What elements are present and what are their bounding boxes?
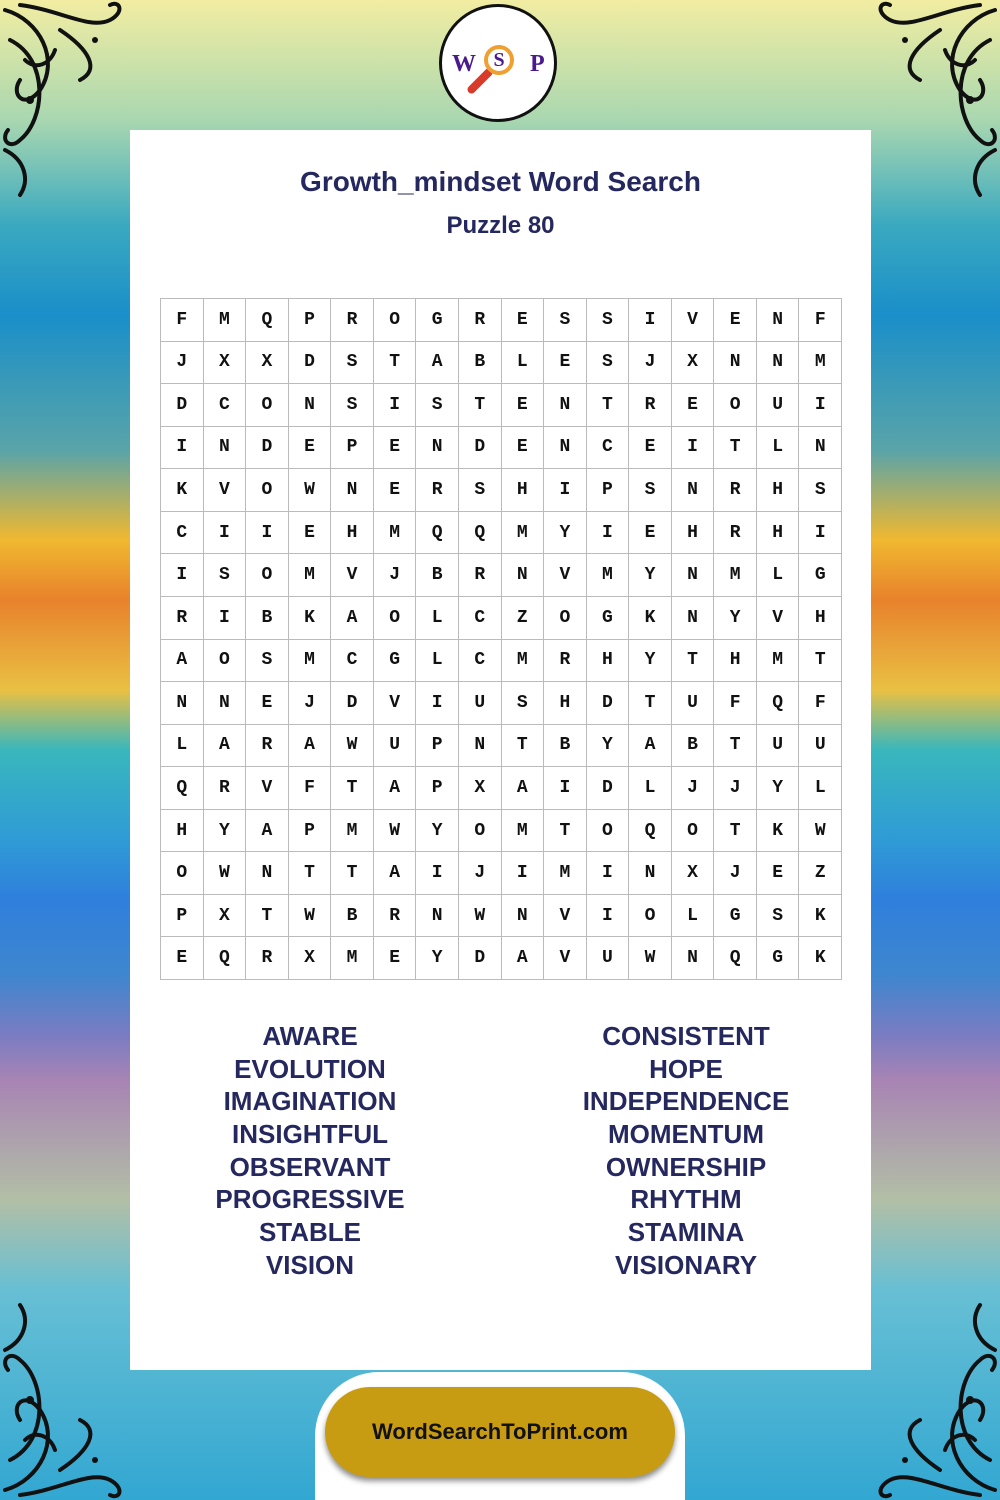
grid-cell[interactable]: T	[374, 342, 417, 385]
grid-cell[interactable]: S	[799, 469, 842, 512]
grid-cell[interactable]: A	[502, 937, 545, 980]
word-list-left	[125, 1020, 495, 1282]
grid-cell[interactable]: A	[374, 767, 417, 810]
grid-cell[interactable]: V	[204, 469, 247, 512]
grid-cell[interactable]: K	[757, 810, 800, 853]
grid-cell[interactable]: E	[289, 512, 332, 555]
grid-cell[interactable]: V	[757, 597, 800, 640]
grid-cell[interactable]: G	[714, 895, 757, 938]
grid-cell[interactable]: R	[629, 384, 672, 427]
grid-cell[interactable]: Z	[502, 597, 545, 640]
logo-letter-p: P	[530, 51, 545, 77]
grid-cell[interactable]: N	[544, 384, 587, 427]
grid-cell[interactable]: M	[714, 554, 757, 597]
grid-cell[interactable]: X	[204, 342, 247, 385]
grid-cell[interactable]: R	[459, 554, 502, 597]
grid-cell[interactable]: Y	[757, 767, 800, 810]
grid-cell[interactable]: G	[587, 597, 630, 640]
grid-cell[interactable]: I	[672, 427, 715, 470]
logo-letter-w: W	[452, 51, 476, 77]
grid-cell[interactable]: E	[289, 427, 332, 470]
grid-cell[interactable]: D	[587, 682, 630, 725]
grid-cell[interactable]: R	[714, 512, 757, 555]
grid-cell[interactable]: X	[246, 342, 289, 385]
grid-cell[interactable]: F	[714, 682, 757, 725]
grid-cell[interactable]: Q	[416, 512, 459, 555]
grid-cell[interactable]: U	[757, 384, 800, 427]
grid-cell[interactable]: R	[204, 767, 247, 810]
grid-cell[interactable]: R	[246, 937, 289, 980]
grid-cell[interactable]: L	[416, 640, 459, 683]
grid-cell[interactable]: B	[416, 554, 459, 597]
grid-cell[interactable]: Y	[416, 810, 459, 853]
grid-cell[interactable]: M	[502, 810, 545, 853]
word-list-item: OWNERSHIP	[605, 1151, 767, 1182]
grid-cell[interactable]: E	[502, 384, 545, 427]
grid-cell[interactable]: N	[246, 852, 289, 895]
grid-cell[interactable]: Q	[161, 767, 204, 810]
puzzle-title: Growth_mindset Word Search	[300, 166, 701, 197]
grid-cell[interactable]: X	[204, 895, 247, 938]
grid-cell[interactable]: E	[374, 469, 417, 512]
grid-cell[interactable]: J	[289, 682, 332, 725]
grid-cell[interactable]: Y	[629, 640, 672, 683]
grid-cell[interactable]: N	[714, 342, 757, 385]
grid-cell[interactable]: O	[587, 810, 630, 853]
grid-cell[interactable]: T	[289, 852, 332, 895]
grid-cell[interactable]: M	[502, 512, 545, 555]
grid-cell[interactable]: O	[374, 299, 417, 342]
grid-cell[interactable]: O	[544, 597, 587, 640]
grid-cell[interactable]: Q	[204, 937, 247, 980]
grid-cell[interactable]: I	[799, 512, 842, 555]
grid-cell[interactable]: D	[246, 427, 289, 470]
grid-cell[interactable]: B	[544, 725, 587, 768]
grid-cell[interactable]: T	[459, 384, 502, 427]
grid-cell[interactable]: W	[289, 895, 332, 938]
grid-cell[interactable]: M	[289, 640, 332, 683]
grid-cell[interactable]: I	[587, 512, 630, 555]
grid-cell[interactable]: O	[459, 810, 502, 853]
grid-cell[interactable]: D	[289, 342, 332, 385]
grid-cell[interactable]: P	[289, 299, 332, 342]
grid-cell[interactable]: V	[374, 682, 417, 725]
word-list-right	[501, 1020, 871, 1282]
grid-cell[interactable]: E	[629, 427, 672, 470]
grid-cell[interactable]: Q	[246, 299, 289, 342]
word-list-item: VISIONARY	[614, 1249, 758, 1280]
grid-cell[interactable]: Q	[714, 937, 757, 980]
grid-cell[interactable]: N	[672, 597, 715, 640]
grid-cell[interactable]: A	[374, 852, 417, 895]
puzzle-number: Puzzle 80	[446, 212, 555, 239]
word-list-item: INSIGHTFUL	[232, 1119, 388, 1150]
grid-cell[interactable]: O	[714, 384, 757, 427]
grid-cell[interactable]: I	[204, 597, 247, 640]
grid-cell[interactable]: A	[416, 342, 459, 385]
grid-cell[interactable]: Y	[587, 725, 630, 768]
word-list-item: AWARE	[262, 1021, 358, 1051]
grid-cell[interactable]: M	[544, 852, 587, 895]
grid-cell[interactable]: E	[757, 852, 800, 895]
grid-cell[interactable]: D	[459, 427, 502, 470]
grid-cell[interactable]: V	[672, 299, 715, 342]
grid-cell[interactable]: J	[629, 342, 672, 385]
grid-cell[interactable]: D	[587, 767, 630, 810]
grid-cell[interactable]: P	[416, 767, 459, 810]
grid-cell[interactable]: A	[246, 810, 289, 853]
grid-cell[interactable]: S	[416, 384, 459, 427]
grid-cell[interactable]: O	[246, 554, 289, 597]
grid-cell[interactable]: A	[331, 597, 374, 640]
grid-cell[interactable]: P	[161, 895, 204, 938]
grid-cell[interactable]: V	[331, 554, 374, 597]
grid-cell[interactable]: H	[587, 640, 630, 683]
grid-cell[interactable]: B	[459, 342, 502, 385]
grid-cell[interactable]: R	[374, 895, 417, 938]
grid-cell[interactable]: K	[289, 597, 332, 640]
grid-cell[interactable]: D	[459, 937, 502, 980]
grid-cell[interactable]: I	[799, 384, 842, 427]
grid-cell[interactable]: R	[459, 299, 502, 342]
grid-cell[interactable]: E	[502, 299, 545, 342]
grid-cell[interactable]: E	[544, 342, 587, 385]
grid-cell[interactable]: F	[289, 767, 332, 810]
grid-cell[interactable]: W	[799, 810, 842, 853]
grid-cell[interactable]: X	[289, 937, 332, 980]
magnifier-icon	[484, 45, 514, 75]
grid-cell[interactable]: N	[757, 342, 800, 385]
grid-cell[interactable]: M	[289, 554, 332, 597]
grid-cell[interactable]: I	[587, 895, 630, 938]
grid-cell[interactable]: A	[629, 725, 672, 768]
grid-cell[interactable]: C	[331, 640, 374, 683]
grid-cell[interactable]: O	[629, 895, 672, 938]
grid-cell[interactable]: E	[374, 427, 417, 470]
grid-cell[interactable]: L	[799, 767, 842, 810]
grid-cell[interactable]: R	[161, 597, 204, 640]
word-list-item: CONSISTENT	[602, 1021, 770, 1051]
grid-cell[interactable]: T	[331, 767, 374, 810]
grid-cell[interactable]: I	[374, 384, 417, 427]
puzzle-sheet	[130, 130, 871, 1370]
site-url-button[interactable]: WordSearchToPrint.com	[325, 1387, 675, 1477]
grid-cell[interactable]: I	[544, 767, 587, 810]
grid-cell[interactable]: P	[587, 469, 630, 512]
grid-cell[interactable]: E	[672, 384, 715, 427]
grid-cell[interactable]: E	[714, 299, 757, 342]
grid-cell[interactable]: M	[331, 937, 374, 980]
grid-cell[interactable]: L	[629, 767, 672, 810]
grid-cell[interactable]: W	[289, 469, 332, 512]
grid-cell[interactable]: V	[246, 767, 289, 810]
grid-cell[interactable]: J	[161, 342, 204, 385]
grid-cell[interactable]: U	[799, 725, 842, 768]
grid-cell[interactable]: I	[204, 512, 247, 555]
grid-cell[interactable]: V	[544, 554, 587, 597]
word-list-item: MOMENTUM	[608, 1119, 764, 1150]
grid-cell[interactable]: N	[757, 299, 800, 342]
grid-cell[interactable]: F	[799, 682, 842, 725]
grid-cell[interactable]: S	[204, 554, 247, 597]
grid-cell[interactable]: Q	[757, 682, 800, 725]
grid-cell[interactable]: T	[714, 427, 757, 470]
grid-cell[interactable]: S	[587, 299, 630, 342]
grid-cell[interactable]: G	[799, 554, 842, 597]
grid-cell[interactable]: K	[799, 895, 842, 938]
grid-cell[interactable]: N	[289, 384, 332, 427]
grid-cell[interactable]: O	[161, 852, 204, 895]
grid-cell[interactable]: J	[672, 767, 715, 810]
grid-cell[interactable]: N	[672, 937, 715, 980]
word-list-item: RHYTHM	[630, 1184, 742, 1215]
grid-cell[interactable]: N	[799, 427, 842, 470]
grid-cell[interactable]: A	[204, 725, 247, 768]
grid-cell[interactable]: B	[246, 597, 289, 640]
grid-cell[interactable]: I	[629, 299, 672, 342]
grid-cell[interactable]: G	[374, 640, 417, 683]
grid-cell[interactable]: F	[161, 299, 204, 342]
site-logo[interactable]	[439, 4, 557, 122]
grid-cell[interactable]: H	[757, 469, 800, 512]
grid-cell[interactable]: P	[416, 725, 459, 768]
grid-cell[interactable]: H	[799, 597, 842, 640]
grid-cell[interactable]: O	[672, 810, 715, 853]
grid-cell[interactable]: G	[416, 299, 459, 342]
grid-cell[interactable]: V	[544, 937, 587, 980]
grid-cell[interactable]: S	[459, 469, 502, 512]
grid-cell[interactable]: H	[757, 512, 800, 555]
grid-cell[interactable]: R	[246, 725, 289, 768]
grid-cell[interactable]: W	[331, 725, 374, 768]
word-list-item: INDEPENDENCE	[582, 1086, 790, 1117]
grid-cell[interactable]: H	[161, 810, 204, 853]
grid-cell[interactable]: R	[714, 469, 757, 512]
grid-cell[interactable]: K	[799, 937, 842, 980]
word-list-item: STAMINA	[627, 1217, 745, 1248]
grid-cell[interactable]: E	[246, 682, 289, 725]
grid-cell[interactable]: B	[331, 895, 374, 938]
grid-cell[interactable]: T	[544, 810, 587, 853]
grid-cell[interactable]: P	[331, 427, 374, 470]
grid-cell[interactable]: M	[374, 512, 417, 555]
grid-cell[interactable]: I	[416, 852, 459, 895]
word-list-item: STABLE	[258, 1217, 362, 1248]
grid-cell[interactable]: G	[757, 937, 800, 980]
grid-cell[interactable]: N	[672, 554, 715, 597]
grid-cell[interactable]: O	[246, 384, 289, 427]
grid-cell[interactable]: M	[502, 640, 545, 683]
grid-cell[interactable]: V	[544, 895, 587, 938]
grid-cell[interactable]: R	[416, 469, 459, 512]
grid-cell[interactable]: H	[672, 512, 715, 555]
grid-cell[interactable]: M	[331, 810, 374, 853]
grid-cell[interactable]: I	[161, 554, 204, 597]
grid-cell[interactable]: S	[246, 640, 289, 683]
grid-cell[interactable]: L	[416, 597, 459, 640]
grid-cell[interactable]: E	[502, 427, 545, 470]
grid-cell[interactable]: Y	[544, 512, 587, 555]
grid-cell[interactable]: E	[629, 512, 672, 555]
word-list-item: IMAGINATION	[223, 1086, 397, 1117]
grid-cell[interactable]: F	[799, 299, 842, 342]
grid-cell[interactable]: D	[331, 682, 374, 725]
word-list-item: VISION	[265, 1249, 355, 1280]
grid-cell[interactable]: R	[331, 299, 374, 342]
grid-cell[interactable]: Y	[204, 810, 247, 853]
grid-cell[interactable]: E	[161, 937, 204, 980]
grid-cell[interactable]: N	[331, 469, 374, 512]
grid-cell[interactable]: N	[161, 682, 204, 725]
grid-cell[interactable]: T	[672, 640, 715, 683]
grid-cell[interactable]: N	[204, 682, 247, 725]
grid-cell[interactable]: T	[502, 725, 545, 768]
grid-cell[interactable]: M	[757, 640, 800, 683]
grid-cell[interactable]: L	[757, 554, 800, 597]
grid-cell[interactable]: S	[587, 342, 630, 385]
grid-cell[interactable]: N	[629, 852, 672, 895]
grid-cell[interactable]: L	[672, 895, 715, 938]
grid-cell[interactable]: X	[672, 342, 715, 385]
grid-cell[interactable]: I	[161, 427, 204, 470]
grid-cell[interactable]: N	[502, 895, 545, 938]
grid-cell[interactable]: N	[204, 427, 247, 470]
grid-cell[interactable]: U	[587, 937, 630, 980]
grid-cell[interactable]: M	[799, 342, 842, 385]
word-list-item: HOPE	[649, 1053, 723, 1084]
grid-cell[interactable]: Q	[459, 512, 502, 555]
grid-cell[interactable]: N	[459, 725, 502, 768]
grid-cell[interactable]: N	[502, 554, 545, 597]
grid-cell[interactable]: H	[331, 512, 374, 555]
grid-cell[interactable]: L	[757, 427, 800, 470]
grid-cell[interactable]: B	[672, 725, 715, 768]
grid-cell[interactable]: O	[204, 640, 247, 683]
grid-cell[interactable]: X	[672, 852, 715, 895]
grid-cell[interactable]: O	[374, 597, 417, 640]
grid-cell[interactable]: T	[714, 810, 757, 853]
grid-cell[interactable]: A	[161, 640, 204, 683]
grid-cell[interactable]: Y	[714, 597, 757, 640]
grid-cell[interactable]: H	[714, 640, 757, 683]
grid-cell[interactable]: C	[459, 597, 502, 640]
grid-cell[interactable]: T	[246, 895, 289, 938]
grid-cell[interactable]: D	[161, 384, 204, 427]
grid-cell[interactable]: H	[544, 682, 587, 725]
grid-cell[interactable]: S	[544, 299, 587, 342]
grid-cell[interactable]: C	[587, 427, 630, 470]
grid-cell[interactable]: J	[374, 554, 417, 597]
grid-cell[interactable]: E	[374, 937, 417, 980]
grid-cell[interactable]: C	[459, 640, 502, 683]
grid-cell[interactable]: O	[246, 469, 289, 512]
grid-cell[interactable]: I	[544, 469, 587, 512]
grid-cell[interactable]: C	[161, 512, 204, 555]
grid-cell[interactable]: L	[502, 342, 545, 385]
grid-cell[interactable]: S	[331, 384, 374, 427]
grid-cell[interactable]: S	[502, 682, 545, 725]
grid-cell[interactable]: N	[416, 427, 459, 470]
letter-grid	[160, 298, 842, 980]
grid-cell[interactable]: J	[714, 767, 757, 810]
grid-cell[interactable]: P	[289, 810, 332, 853]
grid-cell[interactable]: M	[587, 554, 630, 597]
grid-cell[interactable]: U	[757, 725, 800, 768]
grid-cell[interactable]: T	[714, 725, 757, 768]
grid-cell[interactable]: T	[629, 682, 672, 725]
grid-cell[interactable]: H	[502, 469, 545, 512]
grid-cell[interactable]: W	[629, 937, 672, 980]
grid-cell[interactable]: A	[502, 767, 545, 810]
grid-cell[interactable]: T	[331, 852, 374, 895]
grid-cell[interactable]: A	[289, 725, 332, 768]
grid-cell[interactable]: I	[246, 512, 289, 555]
grid-cell[interactable]: W	[374, 810, 417, 853]
grid-cell[interactable]: R	[544, 640, 587, 683]
grid-cell[interactable]: J	[459, 852, 502, 895]
grid-cell[interactable]: U	[459, 682, 502, 725]
grid-cell[interactable]: I	[416, 682, 459, 725]
grid-cell[interactable]: J	[714, 852, 757, 895]
grid-cell[interactable]: S	[757, 895, 800, 938]
grid-cell[interactable]: T	[587, 384, 630, 427]
grid-cell[interactable]: W	[204, 852, 247, 895]
word-list-item: PROGRESSIVE	[215, 1184, 405, 1215]
word-list-item: EVOLUTION	[234, 1053, 386, 1084]
grid-cell[interactable]: I	[587, 852, 630, 895]
grid-cell[interactable]: Y	[629, 554, 672, 597]
grid-cell[interactable]: N	[416, 895, 459, 938]
grid-cell[interactable]: S	[331, 342, 374, 385]
grid-cell[interactable]: T	[799, 640, 842, 683]
grid-cell[interactable]: K	[161, 469, 204, 512]
grid-cell[interactable]: K	[629, 597, 672, 640]
grid-cell[interactable]: Q	[629, 810, 672, 853]
grid-cell[interactable]: N	[544, 427, 587, 470]
grid-cell[interactable]: N	[672, 469, 715, 512]
word-list-item: OBSERVANT	[229, 1151, 391, 1182]
grid-cell[interactable]: C	[204, 384, 247, 427]
grid-cell[interactable]: U	[672, 682, 715, 725]
grid-cell[interactable]: Z	[799, 852, 842, 895]
grid-cell[interactable]: L	[161, 725, 204, 768]
grid-cell[interactable]: X	[459, 767, 502, 810]
grid-cell[interactable]: Y	[416, 937, 459, 980]
grid-cell[interactable]: M	[204, 299, 247, 342]
grid-cell[interactable]: S	[629, 469, 672, 512]
grid-cell[interactable]: U	[374, 725, 417, 768]
logo-letter-s: S	[493, 49, 505, 71]
grid-cell[interactable]: W	[459, 895, 502, 938]
grid-cell[interactable]: I	[502, 852, 545, 895]
